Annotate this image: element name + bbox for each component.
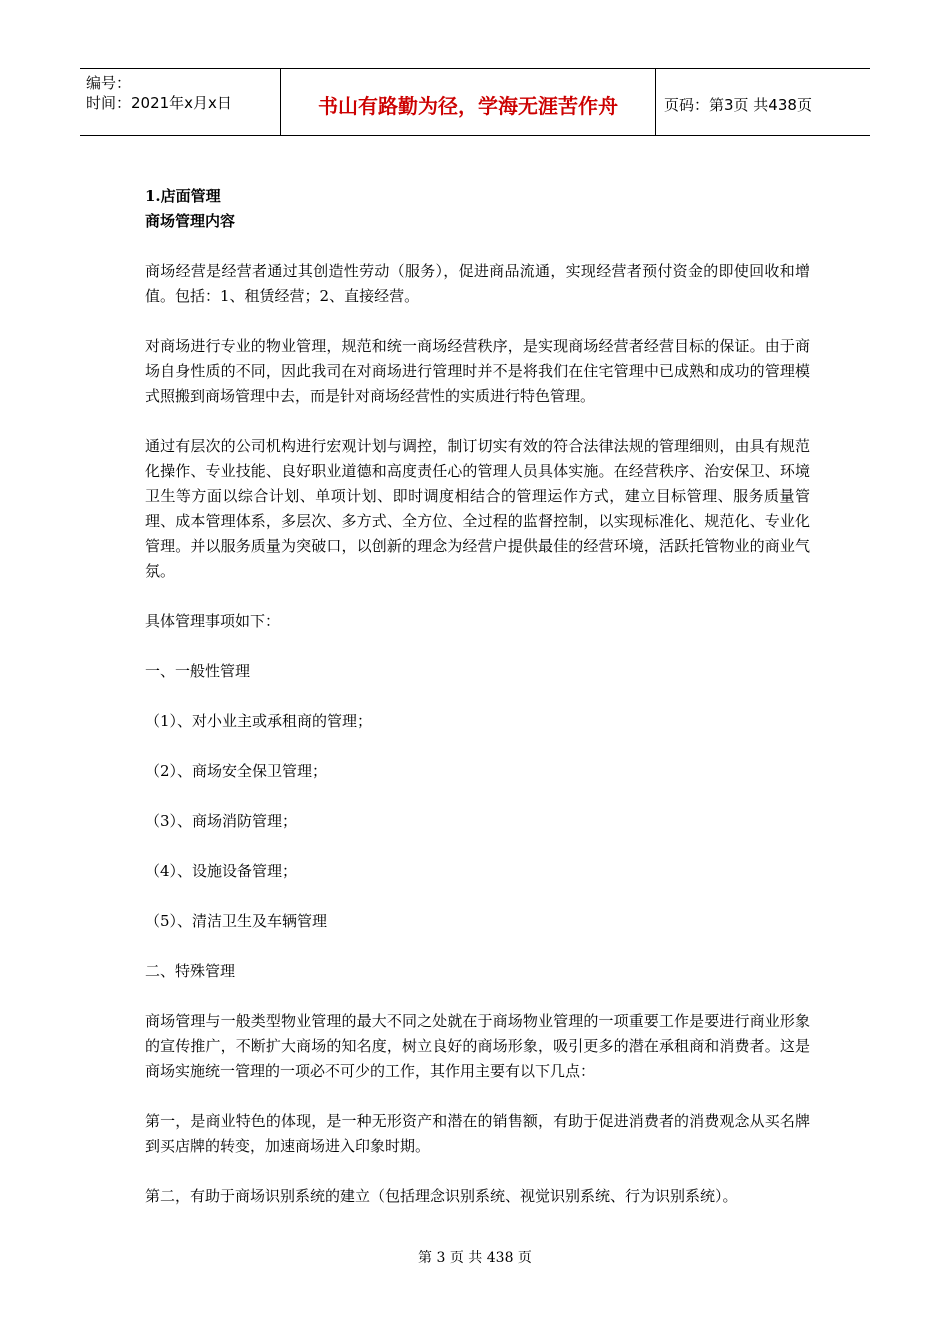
paragraph: 第一，是商业特色的体现，是一种无形资产和潜在的销售额，有助于促进消费者的消费观念从买名牌到买店牌的转变，加速商场进入印象时期。 [145, 1112, 810, 1155]
paragraph: 通过有层次的公司机构进行宏观计划与调控，制订切实有效的符合法律法规的管理细则，由具有规范化操作、专业技能、良好职业道德和高度责任心的管理人员具体实施。在经营秩序、治安保卫、环境卫生等方面以综合计划、单项计划、即时调度相结合的管理运作方式，建立目标管理、服务质量管理、成本管理体系，多层次、多方式、全方位、全过程的监督控制，以实现标准化、规范化、专业化管理。并以服务质量为突破口，以创新的理念为经营户提供最佳的经营环境，活跃托管物业的商业气氛。 [145, 437, 810, 580]
section-subtitle: 商场管理内容 [145, 212, 236, 230]
list-item: （2）、商场安全保卫管理； [145, 762, 328, 780]
list-item: （1）、对小业主或承租商的管理； [145, 712, 373, 730]
header-meta [80, 69, 281, 135]
list-item: （3）、商场消防管理； [145, 812, 298, 830]
header-motto: 书山有路勤为径，学海无涯苦作舟 [281, 69, 656, 135]
document-number-label: 编号： [86, 74, 132, 92]
document-body [145, 184, 810, 1209]
page-footer: 第 3 页 共 438 页 [418, 1250, 532, 1266]
paragraph: 对商场进行专业的物业管理，规范和统一商场经营秩序，是实现商场经营者经营目标的保证。由于商场自身性质的不同，因此我司在对商场进行管理时并不是将我们在住宅管理中已成熟和成功的管理模式照搬到商场管理中去，而是针对商场经营性的实质进行特色管理。 [145, 337, 810, 405]
paragraph: 第二，有助于商场识别系统的建立（包括理念识别系统、视觉识别系统、行为识别系统）。 [145, 1187, 738, 1205]
list-heading: 一、一般性管理 [145, 662, 251, 680]
list-heading: 二、特殊管理 [145, 962, 236, 980]
list-item: （4）、设施设备管理； [145, 862, 298, 880]
header-table [80, 68, 870, 136]
document-date-label: 时间：2021年x月x日 [86, 94, 232, 112]
paragraph: 商场管理与一般类型物业管理的最大不同之处就在于商场物业管理的一项重要工作是要进行商业形象的宣传推广，不断扩大商场的知名度，树立良好的商场形象，吸引更多的潜在承租商和消费者。这是商场实施统一管理的一项必不可少的工作，其作用主要有以下几点： [145, 1012, 810, 1080]
paragraph: 商场经营是经营者通过其创造性劳动（服务），促进商品流通，实现经营者预付资金的即使回收和增值。包括：1、租赁经营；2、直接经营。 [145, 262, 810, 305]
header-page-info: 页码：第3页 共438页 [664, 95, 812, 114]
list-item: （5）、清洁卫生及车辆管理 [145, 912, 328, 930]
paragraph: 具体管理事项如下： [145, 612, 281, 630]
section-title: 1.店面管理 [145, 187, 221, 205]
